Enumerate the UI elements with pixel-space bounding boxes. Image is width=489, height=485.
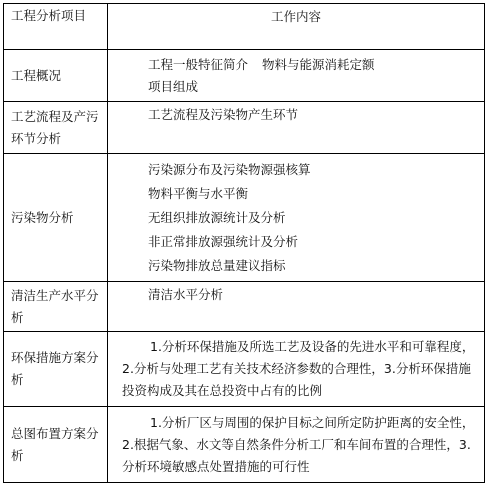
row-content — [108, 102, 485, 154]
content-line: 清洁水平分析 — [148, 287, 224, 302]
content-line: 工艺流程及污染物产生环节 — [148, 107, 299, 122]
content-line — [148, 54, 478, 76]
row-content — [108, 50, 485, 102]
content-line: 物料平衡与水平衡 — [148, 185, 249, 201]
row-content — [108, 154, 485, 282]
table-row — [4, 407, 485, 483]
row-item-label: 环保措施方案分析 — [4, 332, 108, 407]
table-row — [4, 102, 485, 154]
row-item-label: 工艺流程及产污环节分析 — [4, 102, 108, 154]
engineering-analysis-table — [3, 3, 485, 483]
row-item-label: 污染物分析 — [4, 154, 108, 282]
content-line: 非正常排放源强统计及分析 — [148, 233, 299, 249]
content-line: 污染物排放总量建议指标 — [148, 257, 286, 273]
row-item-label: 工程概况 — [4, 50, 108, 102]
table-row — [4, 154, 485, 282]
row-content-paragraph: 1.分析厂区与周围的保护目标之间所定防护距离的安全性，2.根据气象、水文等自然条件分析工厂和车间布置的合理性，3.分析环境敏感点处置措施的可行性 — [108, 407, 485, 483]
row-item-label: 总图布置方案分析 — [4, 407, 108, 483]
row-content-paragraph: 1.分析环保措施及所选工艺及设备的先进水平和可靠程度，2.分析与处理工艺有关技术经济参数的合理性，3.分析环保措施投资构成及其在总投资中占有的比例 — [108, 332, 485, 407]
content-line: 项目组成 — [148, 78, 199, 94]
table-header-row — [4, 4, 485, 50]
row-content — [108, 282, 485, 332]
header-item-column: 工程分析项目 — [4, 4, 108, 50]
content-text: 工程一般特征简介 — [148, 56, 249, 72]
content-line: 无组织排放源统计及分析 — [148, 209, 286, 225]
content-line: 污染源分布及污染物源强核算 — [148, 161, 311, 177]
table-row — [4, 50, 485, 102]
table-row — [4, 332, 485, 407]
content-text: 物料与能源消耗定额 — [262, 56, 375, 72]
table-row — [4, 282, 485, 332]
row-item-label: 清洁生产水平分析 — [4, 282, 108, 332]
header-content-column: 工作内容 — [108, 4, 485, 50]
